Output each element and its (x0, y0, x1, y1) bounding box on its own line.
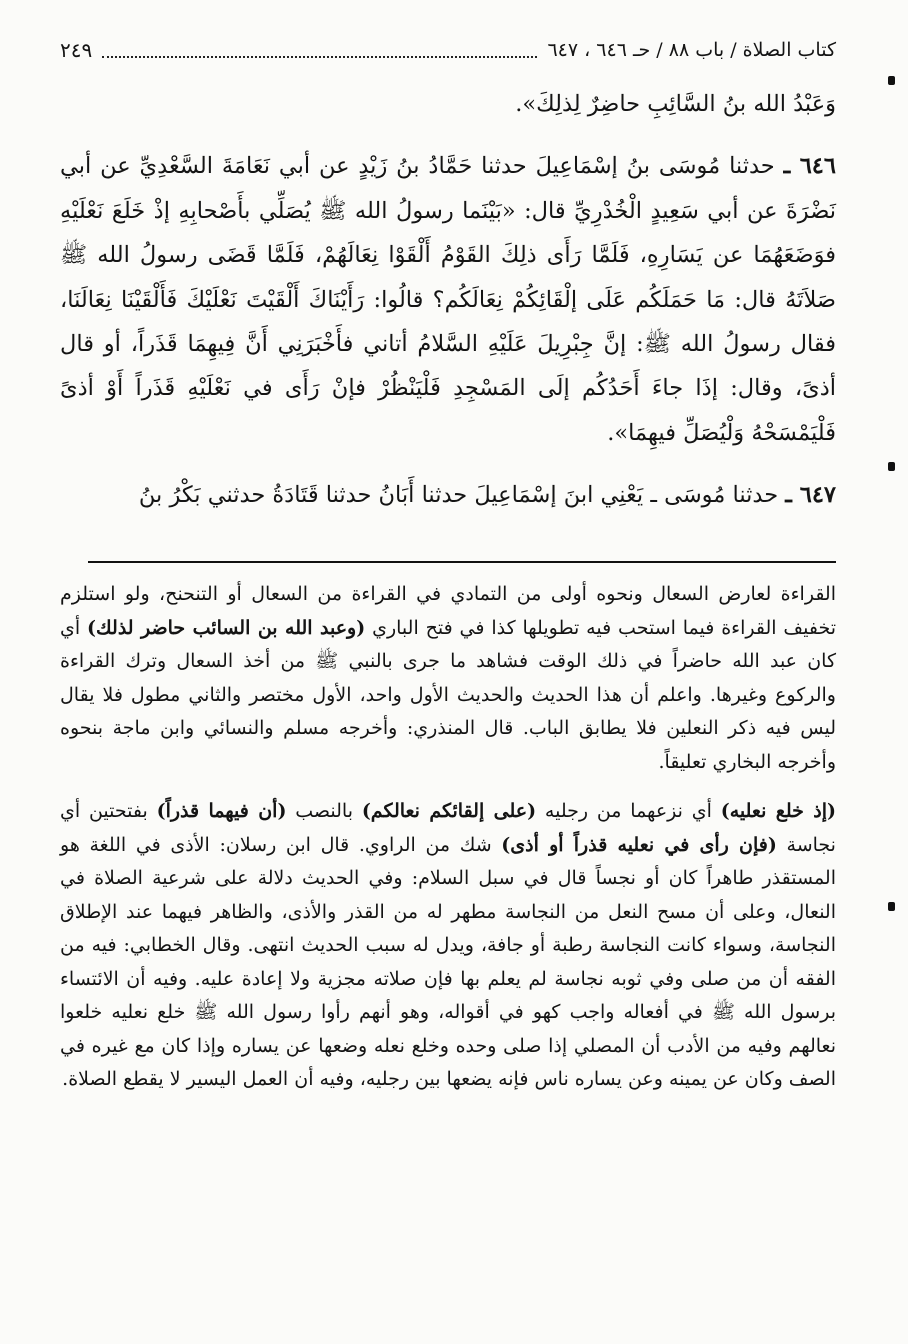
hadith-647-text: حدثنا مُوسَى ـ يَعْنِي ابنَ إسْمَاعِيلَ حدثنا أَبَانُ حدثنا قَتَادَةُ حدثني بَكْرُ بنُ (138, 482, 779, 509)
commentary-lemma: (إذ خلع نعليه) (720, 800, 836, 822)
commentary-lemma: (فإن رأى في نعليه قذراً أو أذى) (501, 833, 777, 856)
commentary-text: أي نزعهما من رجليه (544, 800, 712, 822)
hadith-647 (60, 473, 836, 517)
commentary-lemma: (أن فيهما قذراً) (156, 800, 287, 822)
margin-mark (888, 462, 895, 471)
page-number: ٢٤٩ (60, 38, 93, 62)
commentary-text: شك من الراوي. قال ابن رسلان: الأذى في اللغة هو المستقذر طاهراً كان أو نجساً قال في سبل السلام: وفي الحديث دلالة على شرعية الصلاة في النعال، وعلى أن مسح النعل من النجاسة مطهر له من القذر والأذى، والظاهر فيهما عند الإطلاق النجاسة، وسواء كانت النجاسة رطبة أو جافة، ويدل له سبب الحديث انتهى. وقال الخطابي: فيه من الفقه أن من صلى وفي ثوبه نجاسة لم يعلم بها فإن صلاته مجزية ولا إعادة عليه. وفيه أن الائتساء برسول الله ﷺ في أفعاله واجب كهو في أقواله، وهو أنهم رأوا رسول الله ﷺ خلع نعليه خلعوا نعالهم وفيه من الأدب أن المصلي إذا صلى وحده وخلع نعله وضعها عن يساره وإذا كان مع غيره في الصف وكان عن يمينه وعن يساره ناس فإنه يضعها بين رجليه، وفيه أن العمل اليسير لا يقطع الصلاة. (60, 833, 836, 1090)
commentary-text: القراءة لعارض السعال ونحوه أولى من التمادي في القراءة من السعال أو التنحنح، ولو استلزم تخفيف القراءة فيما استحب فيه تطويلها كذا في فتح الباري (60, 583, 836, 639)
commentary-lemma: (على إلقائكم نعالكم) (361, 800, 537, 822)
margin-mark (888, 76, 895, 85)
hadith-number: ٦٤٦ ـ (783, 153, 836, 180)
footnote-divider (88, 561, 836, 563)
hadith-text (60, 82, 836, 518)
commentary-text: أي كان عبد الله حاضراً في ذلك الوقت فشاهد ما جرى بالنبي ﷺ من أخذ السعال وترك القراءة والركوع وغيرها. واعلم أن هذا الحديث والحديث الأول واحد، الأول مختصر والثاني مطول فلا يقال ليس فيه ذكر النعلين فلا يطابق الباب. قال المنذري: وأخرجه مسلم والنسائي وابن ماجة بنحوه وأخرجه البخاري تعليقاً. (60, 616, 836, 773)
running-head-title: كتاب الصلاة / باب ٨٨ / حـ ٦٤٦ ، ٦٤٧ (547, 39, 836, 61)
hadith-number: ٦٤٧ ـ (785, 482, 836, 509)
margin-mark (888, 902, 895, 911)
commentary-lemma: (وعبد الله بن السائب حاضر لذلك) (87, 616, 366, 639)
commentary (60, 578, 836, 1097)
commentary-text: بالنصب (295, 800, 353, 822)
hadith-646 (60, 144, 836, 455)
hadith-646-text: حدثنا مُوسَى بنُ إسْمَاعِيلَ حدثنا حَمَّادُ بنُ زَيْدٍ عن أبي نَعَامَةَ السَّعْدِيِّ عن أبي نَضْرَةَ عن أبي سَعِيدٍ الْخُدْرِيِّ قال: «بَيْنَما رسولُ الله ﷺ يُصَلِّي بأَصْحابِهِ إذْ خَلَعَ نَعْلَيْهِ فوَضَعَهُمَا عن يَسَارِهِ، فَلَمَّا رَأَى ذلِكَ القَوْمُ أَلْقَوْا نِعَالَهُمْ، فَلَمَّا قَضَى رسولُ الله ﷺ صَلاَتَهُ قال: مَا حَمَلَكُم عَلَى إلْقَائِكُمْ نِعَالَكُم؟ قالُوا: رَأَيْنَاكَ أَلْقَيْتَ نَعْلَيْكَ فَأَلْقَيْنَا نِعَالَنَا، فقال رسولُ الله ﷺ: إنَّ جِبْرِيلَ عَلَيْهِ السَّلامُ أتاني فأَخْبَرَنِي أَنَّ فِيهِمَا قَذَراً، أو قال أذىً، وقال: إذَا جاءَ أَحَدُكُم إلَى المَسْجِدِ فَلْيَنْظُرْ فإنْ رَأَى في نَعْلَيْهِ قَذَراً أَوْ أذىً فَلْيَمْسَحْهُ وَلْيُصَلِّ فيهِمَا». (60, 153, 836, 446)
hadith-continuation-text: وَعَبْدُ الله بنُ السَّائِبِ حاضِرٌ لِذلِكَ». (515, 91, 836, 117)
commentary-paragraph (60, 795, 836, 1097)
commentary-text: بفتحتين أي نجاسة (60, 800, 836, 856)
running-head (60, 30, 836, 70)
hadith-continuation (60, 82, 836, 126)
leader-dots (102, 42, 537, 58)
commentary-paragraph (60, 578, 836, 779)
